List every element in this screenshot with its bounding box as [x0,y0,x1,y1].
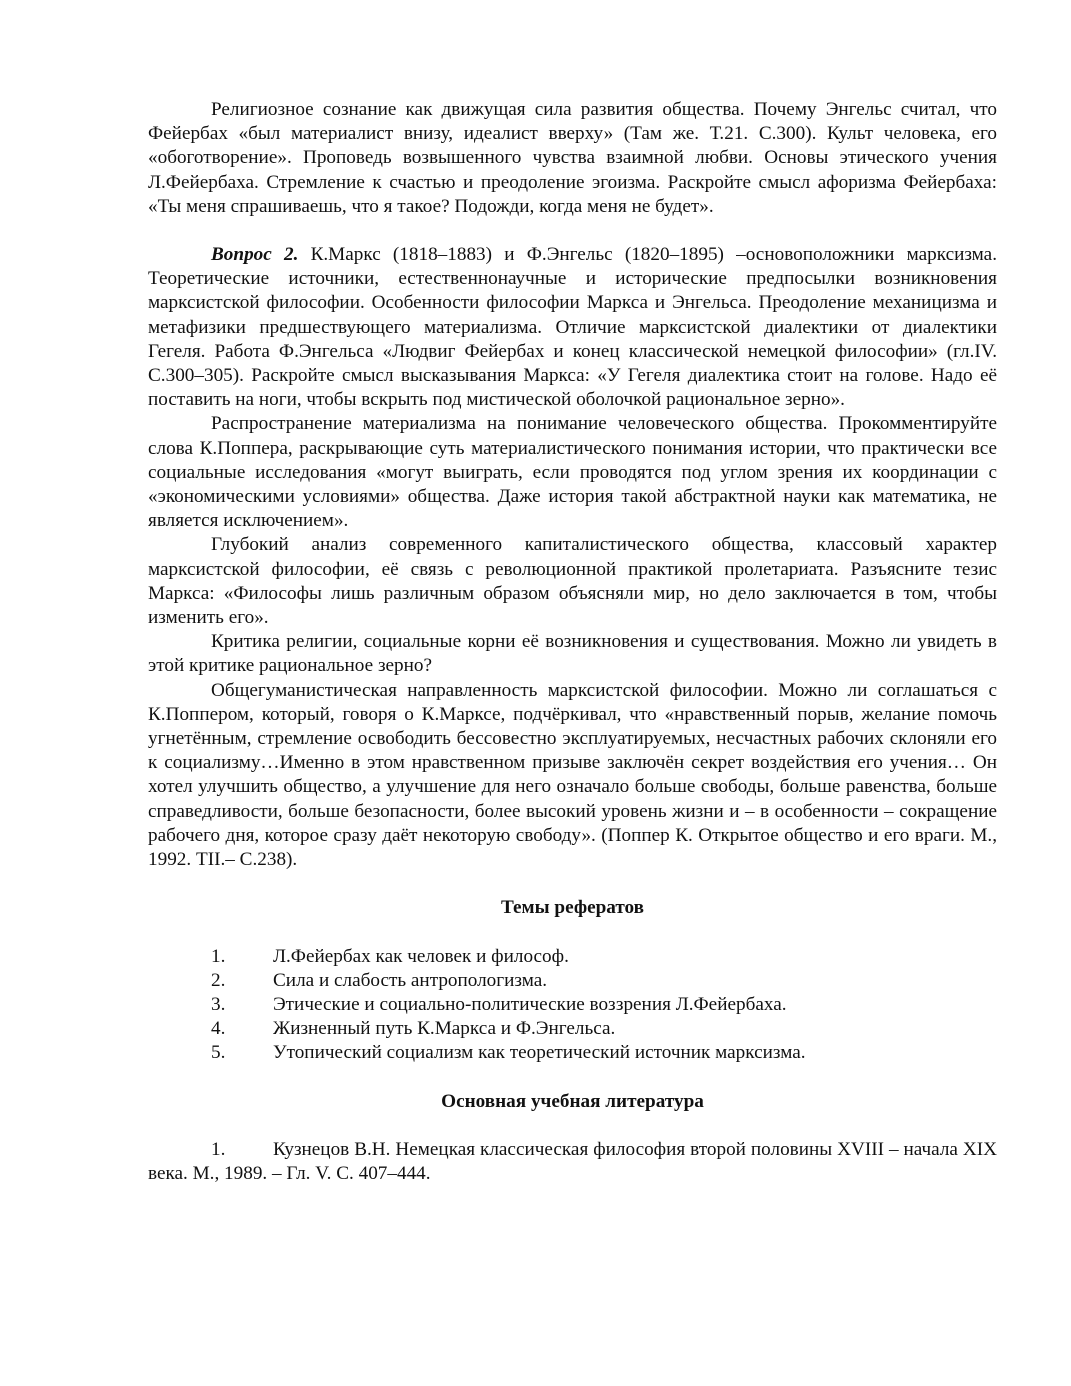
list-item-text: Сила и слабость антропологизма. [273,969,548,991]
spacer [148,921,997,945]
list-item-number: 3. [211,993,226,1015]
topics-heading: Темы рефератов [500,897,645,919]
paragraph-religion-critique: Критика религии, социальные корни её возникновения и существования. Можно ли увидеть в этой критике рациональное зерно? [148,631,997,677]
spacer [148,219,997,243]
literature-item-text: Кузнецов В.Н. Немецкая классическая философия второй половины XVIII – начала XIX века. М., 1989. – Гл. V. С. 407–444. [148,1138,997,1184]
paragraph-humanism: Общегуманистическая направленность марксистской философии. Можно ли соглашаться с К.Поппером, который, говоря о К.Марксе, подчёркивал, что «нравственный порыв, желание помочь угнетённым, стремление освободить бессовестно эксплуатируемых, несчастных рабочих склоняли его к социализму…Именно в этом нравственном призыве заключён секрет воздействия его учения… Он хотел улучшить общество, а улучшение для него означало больше свободы, больше равенства, больше справедливости, больше безопасности, более высокий уровень жизни и – в особенности – сокращение рабочего дня, которое сразу даёт некоторую свободу». (Поппер К. Открытое общество и его враги. М., 1992. ТII.– С.238). [148,679,997,871]
list-item [148,1041,997,1065]
list-item-text: Жизненный путь К.Маркса и Ф.Энгельса. [273,1018,616,1040]
list-item [148,969,997,993]
literature-item-number: 1. [211,1138,226,1160]
spacer [148,1066,997,1090]
paragraph-religion: Религиозное сознание как движущая сила развития общества. Почему Энгельс считал, что Фейербах «был материалист внизу, идеалист вверху» (Там же. Т.21. С.300). Культ человека, его «обоготворение». Проповедь возвышенного чувства взаимной любви. Основы этического учения Л.Фейербаха. Стремление к счастью и преодоление эгоизма. Раскройте смысл афоризма Фейербаха: «Ты меня спрашиваешь, что я такое? Подожди, когда меня не будет». [148,99,997,217]
list-item-number: 4. [211,1018,226,1040]
paragraph-question-2 [148,243,997,412]
list-item-text: Этические и социально-политические воззрения Л.Фейербаха. [273,993,787,1015]
list-item-text: Утопический социализм как теоретический источник марксизма. [273,1042,806,1064]
topics-list [148,945,997,1066]
paragraph-capitalism-analysis: Глубокий анализ современного капиталистического общества, классовый характер марксистской философии, её связь с революционной практикой пролетариата. Разъясните тезис Маркса: «Философы лишь различным образом объясняли мир, но дело заключается в том, чтобы изменить его». [148,534,997,629]
question-text: К.Маркс (1818–1883) и Ф.Энгельс (1820–1895) –основоположники марксизма. Теоретические источники, естественнонаучные и исторические предпосылки возникновения марксистской философии. Особенности философии Маркса и Энгельса. Преодоление механицизма и метафизики предшествующего материализма. Отличие марксистской диалектики от диалектики Гегеля. Работа Ф.Энгельса «Людвиг Фейербах и конец классической немецкой философии» (гл.IV. С.300–305). Раскройте смысл высказывания Маркса: «У Гегеля диалектика стоит на голове. Надо её поставить на ноги, чтобы вскрыть под мистической оболочкой рациональное зерно». [148,244,997,411]
question-label: Вопрос 2. [211,244,299,266]
literature-heading: Основная учебная литература [441,1090,704,1112]
spacer [148,872,997,896]
list-item-number: 1. [211,945,226,967]
list-item-number: 2. [211,969,226,991]
spacer [148,1114,997,1138]
list-item [148,1017,997,1041]
list-item-text: Л.Фейербах как человек и философ. [273,945,569,967]
list-item-number: 5. [211,1042,226,1064]
paragraph-materialism: Распространение материализма на понимание человеческого общества. Прокомментируйте слова К.Поппера, раскрывающие суть материалистического понимания истории, что практически все социальные исследования «могут выиграть, если проводятся под углом зрения их координации с «экономическими условиями» общества. Даже история такой абстрактной науки как математика, не является исключением». [148,413,997,532]
literature-item [148,1138,997,1186]
document-page [148,98,997,1186]
list-item [148,993,997,1017]
list-item [148,945,997,969]
